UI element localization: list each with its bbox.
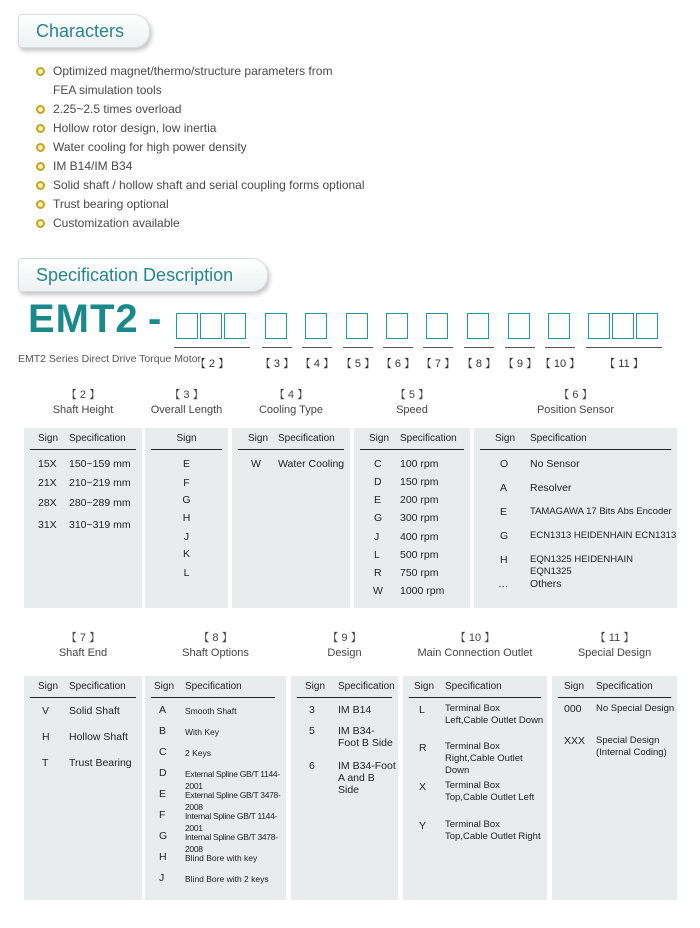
speed-header: 【 5 】 Speed: [394, 389, 430, 416]
list-item: FEA simulation tools: [53, 83, 162, 97]
code-box: [200, 313, 222, 339]
main-connection-table: Sign Specification L Terminal Box Left,Cable Outlet Down R Terminal Box Right,Cable Outlet Down X Terminal Box Top,Cable Outlet Left Y Terminal Box Top,Cable Outlet Right: [403, 676, 547, 900]
list-item: Trust bearing optional: [36, 195, 365, 214]
table-cell: 210~219 mm: [69, 477, 131, 489]
table-cell: H: [182, 512, 191, 524]
table-cell: IM B34-Foot A and B Side: [338, 760, 396, 796]
code-number: 【 6 】: [380, 358, 416, 370]
table-cell: F: [159, 809, 166, 821]
table-cell: G: [182, 494, 191, 506]
design-table: Sign Specification 3 IM B14 5 IM B34-Foot B Side 6 IM B34-Foot A and B Side: [291, 676, 398, 900]
table-cell: J: [374, 531, 380, 543]
code-underline: [262, 347, 292, 348]
table-cell: No Special Design: [596, 703, 675, 714]
list-item: Solid shaft / hollow shaft and serial coupling forms optional: [36, 176, 365, 195]
table-cell: W: [251, 458, 261, 470]
table-cell: 310~319 mm: [69, 519, 131, 531]
table-cell: With Key: [185, 727, 220, 737]
code-number: 【 8 】: [461, 358, 497, 370]
table-cell: EQN1325 HEIDENHAIN EQN1325: [530, 554, 633, 577]
table-cell: E: [182, 458, 190, 470]
code-box: [508, 313, 530, 339]
table-cell: 3: [309, 704, 315, 716]
table-cell: Trust Bearing: [69, 757, 132, 769]
model-dash: -: [148, 297, 162, 341]
main-connection-header: 【 10 】 Main Connection Outlet: [417, 632, 533, 659]
code-box: [224, 313, 246, 339]
code-number: 【 4 】: [299, 358, 335, 370]
code-underline: [302, 347, 332, 348]
table-cell: Terminal Box Left,Cable Outlet Down: [445, 703, 544, 726]
list-item: Optimized magnet/thermo/structure parameters from: [36, 62, 365, 81]
table-cell: 15X: [38, 458, 57, 470]
table-cell: Solid Shaft: [69, 705, 120, 717]
table-cell: G: [500, 530, 509, 542]
code-underline: [423, 347, 453, 348]
table-cell: 750 rpm: [400, 567, 439, 579]
table-cell: Smooth Shaft: [185, 706, 237, 716]
code-underline: [464, 347, 494, 348]
table-cell: XXX: [564, 735, 586, 747]
spec-heading: Specification Description: [18, 258, 268, 292]
code-number: 【 10 】: [539, 358, 581, 370]
table-cell: B: [159, 725, 167, 737]
table-cell: E: [500, 506, 508, 518]
special-design-header: 【 11 】 Special Design: [577, 632, 652, 659]
cooling-type-header: 【 4 】 Cooling Type: [258, 389, 323, 416]
code-box: [426, 313, 448, 339]
table-cell: ECN1313 HEIDENHAIN ECN1313: [530, 530, 677, 541]
table-cell: A: [159, 704, 167, 716]
bullet-icon: [36, 162, 45, 171]
code-box: [305, 313, 327, 339]
table-cell: G: [159, 830, 168, 842]
list-item: Water cooling for high power density: [36, 138, 365, 157]
position-sensor-header: 【 6 】 Position Sensor: [536, 389, 615, 416]
table-cell: O: [500, 458, 509, 470]
table-cell: Terminal Box Top,Cable Outlet Right: [445, 819, 541, 842]
list-item: 2.25~2.5 times overload: [36, 100, 365, 119]
table-cell: 6: [309, 760, 315, 772]
code-number: 【 5 】: [340, 358, 376, 370]
table-cell: 5: [309, 725, 315, 737]
code-underline: [545, 347, 575, 348]
table-cell: 150 rpm: [400, 476, 439, 488]
bullet-icon: [36, 143, 45, 152]
shaft-end-header: 【 7 】 Shaft End: [58, 632, 108, 659]
table-cell: D: [159, 767, 167, 779]
table-cell: External Spline GB/T 3478-2008: [185, 790, 281, 812]
table-cell: L: [374, 549, 380, 561]
table-cell: Special Design (Internal Coding): [596, 735, 667, 758]
table-cell: E: [159, 788, 167, 800]
table-cell: W: [373, 585, 383, 597]
table-cell: R: [374, 567, 382, 579]
code-box: [176, 313, 198, 339]
table-cell: 500 rpm: [400, 549, 439, 561]
shaft-height-header: 【 2 】 Shaft Height: [52, 389, 114, 416]
list-item: Customization available: [36, 214, 365, 233]
table-cell: H: [159, 851, 167, 863]
list-item: IM B14/IM B34: [36, 157, 365, 176]
code-box: [265, 313, 287, 339]
table-cell: J: [159, 872, 165, 884]
characters-list: [36, 62, 365, 233]
characters-heading: Characters: [18, 14, 150, 48]
table-cell: 400 rpm: [400, 531, 439, 543]
table-cell: Hollow Shaft: [69, 731, 128, 743]
code-underline: [343, 347, 373, 348]
code-box: [346, 313, 368, 339]
table-cell: 300 rpm: [400, 512, 439, 524]
table-cell: IM B14: [338, 704, 372, 716]
table-cell: K: [182, 548, 190, 560]
code-box: [386, 313, 408, 339]
code-number: 【 11 】: [604, 358, 644, 370]
table-cell: 21X: [38, 477, 57, 489]
table-cell: No Sensor: [530, 458, 580, 470]
table-cell: J: [183, 531, 190, 543]
table-cell: Terminal Box Top,Cable Outlet Left: [445, 780, 535, 803]
code-number: 【 3 】: [259, 358, 295, 370]
code-box: [548, 313, 570, 339]
table-cell: A: [500, 482, 508, 494]
code-underline: [586, 347, 662, 348]
table-cell: 1000 rpm: [400, 585, 445, 597]
code-number: 【 2 】: [194, 358, 230, 370]
table-cell: Internal Spline GB/T 1144-2001: [185, 811, 278, 833]
table-cell: Internal Spline GB/T 3478-2008: [185, 832, 278, 854]
table-cell: 2 Keys: [185, 748, 211, 758]
table-cell: F: [183, 477, 190, 489]
table-cell: C: [374, 458, 382, 470]
bullet-icon: [36, 219, 45, 228]
table-cell: L: [419, 704, 425, 716]
table-cell: TAMAGAWA 17 Bits Abs Encoder: [530, 506, 672, 517]
table-cell: IM B34-Foot B Side: [338, 725, 393, 749]
table-cell: C: [159, 746, 167, 758]
list-item: Hollow rotor design, low inertia: [36, 119, 365, 138]
table-cell: Y: [419, 820, 427, 832]
speed-table: Sign Specification C 100 rpm D 150 rpm E 200 rpm G 300 rpm J 400 rpm L 500 rpm R 750 rpm W 1000 rpm: [354, 428, 470, 608]
overall-length-table: Sign E F G H J K L: [145, 428, 228, 608]
table-cell: Others: [530, 578, 562, 590]
table-cell: …: [498, 578, 509, 590]
bullet-icon: [36, 181, 45, 190]
table-cell: G: [374, 512, 383, 524]
table-cell: D: [374, 476, 382, 488]
design-header: 【 9 】 Design: [327, 632, 362, 659]
code-box: [588, 313, 610, 339]
bullet-icon: [36, 67, 45, 76]
table-cell: 100 rpm: [400, 458, 439, 470]
table-cell: Blind Bore with key: [185, 853, 258, 863]
shaft-end-table: Sign Specification V Solid Shaft H Hollow Shaft T Trust Bearing: [24, 676, 142, 900]
table-cell: H: [500, 554, 508, 566]
table-cell: T: [42, 757, 49, 769]
table-cell: 280~289 mm: [69, 497, 131, 509]
code-underline: [174, 347, 250, 348]
table-cell: 28X: [38, 497, 57, 509]
bullet-icon: [36, 124, 45, 133]
code-box: [467, 313, 489, 339]
model-code: EMT2: [28, 297, 139, 341]
code-box: [612, 313, 634, 339]
table-cell: X: [419, 781, 427, 793]
code-number: 【 7 】: [420, 358, 456, 370]
table-cell: Blind Bore with 2 keys: [185, 874, 269, 884]
shaft-options-header: 【 8 】 Shaft Options: [182, 632, 249, 659]
table-cell: V: [42, 705, 50, 717]
table-cell: External Spline GB/T 1144-2001: [185, 769, 280, 791]
shaft-options-table: Sign Specification A Smooth Shaft B With Key C 2 Keys D External Spline GB/T 1144-2001 E External Spline GB/T 3478-2008 F Internal Spline GB/T 1144-2001 G Internal Spline GB/T 3478-2008 H Blind Bore with key J Blind Bore with 2 keys: [145, 676, 286, 900]
overall-length-header: 【 3 】 Overall Length: [150, 389, 223, 416]
table-cell: Water Cooling: [278, 458, 345, 470]
table-cell: 000: [564, 703, 582, 715]
table-cell: Resolver: [530, 482, 572, 494]
table-cell: 150~159 mm: [69, 458, 131, 470]
bullet-icon: [36, 105, 45, 114]
table-cell: L: [183, 567, 190, 579]
code-box: [636, 313, 658, 339]
code-number: 【 9 】: [502, 358, 538, 370]
code-underline: [505, 347, 535, 348]
table-cell: R: [419, 742, 427, 754]
table-cell: H: [42, 731, 50, 743]
table-cell: 31X: [38, 519, 57, 531]
shaft-height-table: Sign Specification 15X 150~159 mm 21X 210~219 mm 28X 280~289 mm 31X 310~319 mm: [24, 428, 142, 608]
table-cell: 200 rpm: [400, 494, 439, 506]
special-design-table: Sign Specification 000 No Special Design XXX Special Design (Internal Coding): [552, 676, 677, 900]
position-sensor-table: Sign Specification O No Sensor A Resolver E TAMAGAWA 17 Bits Abs Encoder G ECN1313 HEIDENHAIN ECN1313 H EQN1325 HEIDENHAIN EQN1325 … Others: [474, 428, 677, 608]
table-cell: Terminal Box Right,Cable Outlet Down: [445, 741, 523, 776]
cooling-type-table: Sign Specification W Water Cooling: [232, 428, 350, 608]
bullet-icon: [36, 200, 45, 209]
series-note: EMT2 Series Direct Drive Torque Motor: [18, 353, 202, 365]
table-cell: E: [374, 494, 382, 506]
code-underline: [383, 347, 413, 348]
